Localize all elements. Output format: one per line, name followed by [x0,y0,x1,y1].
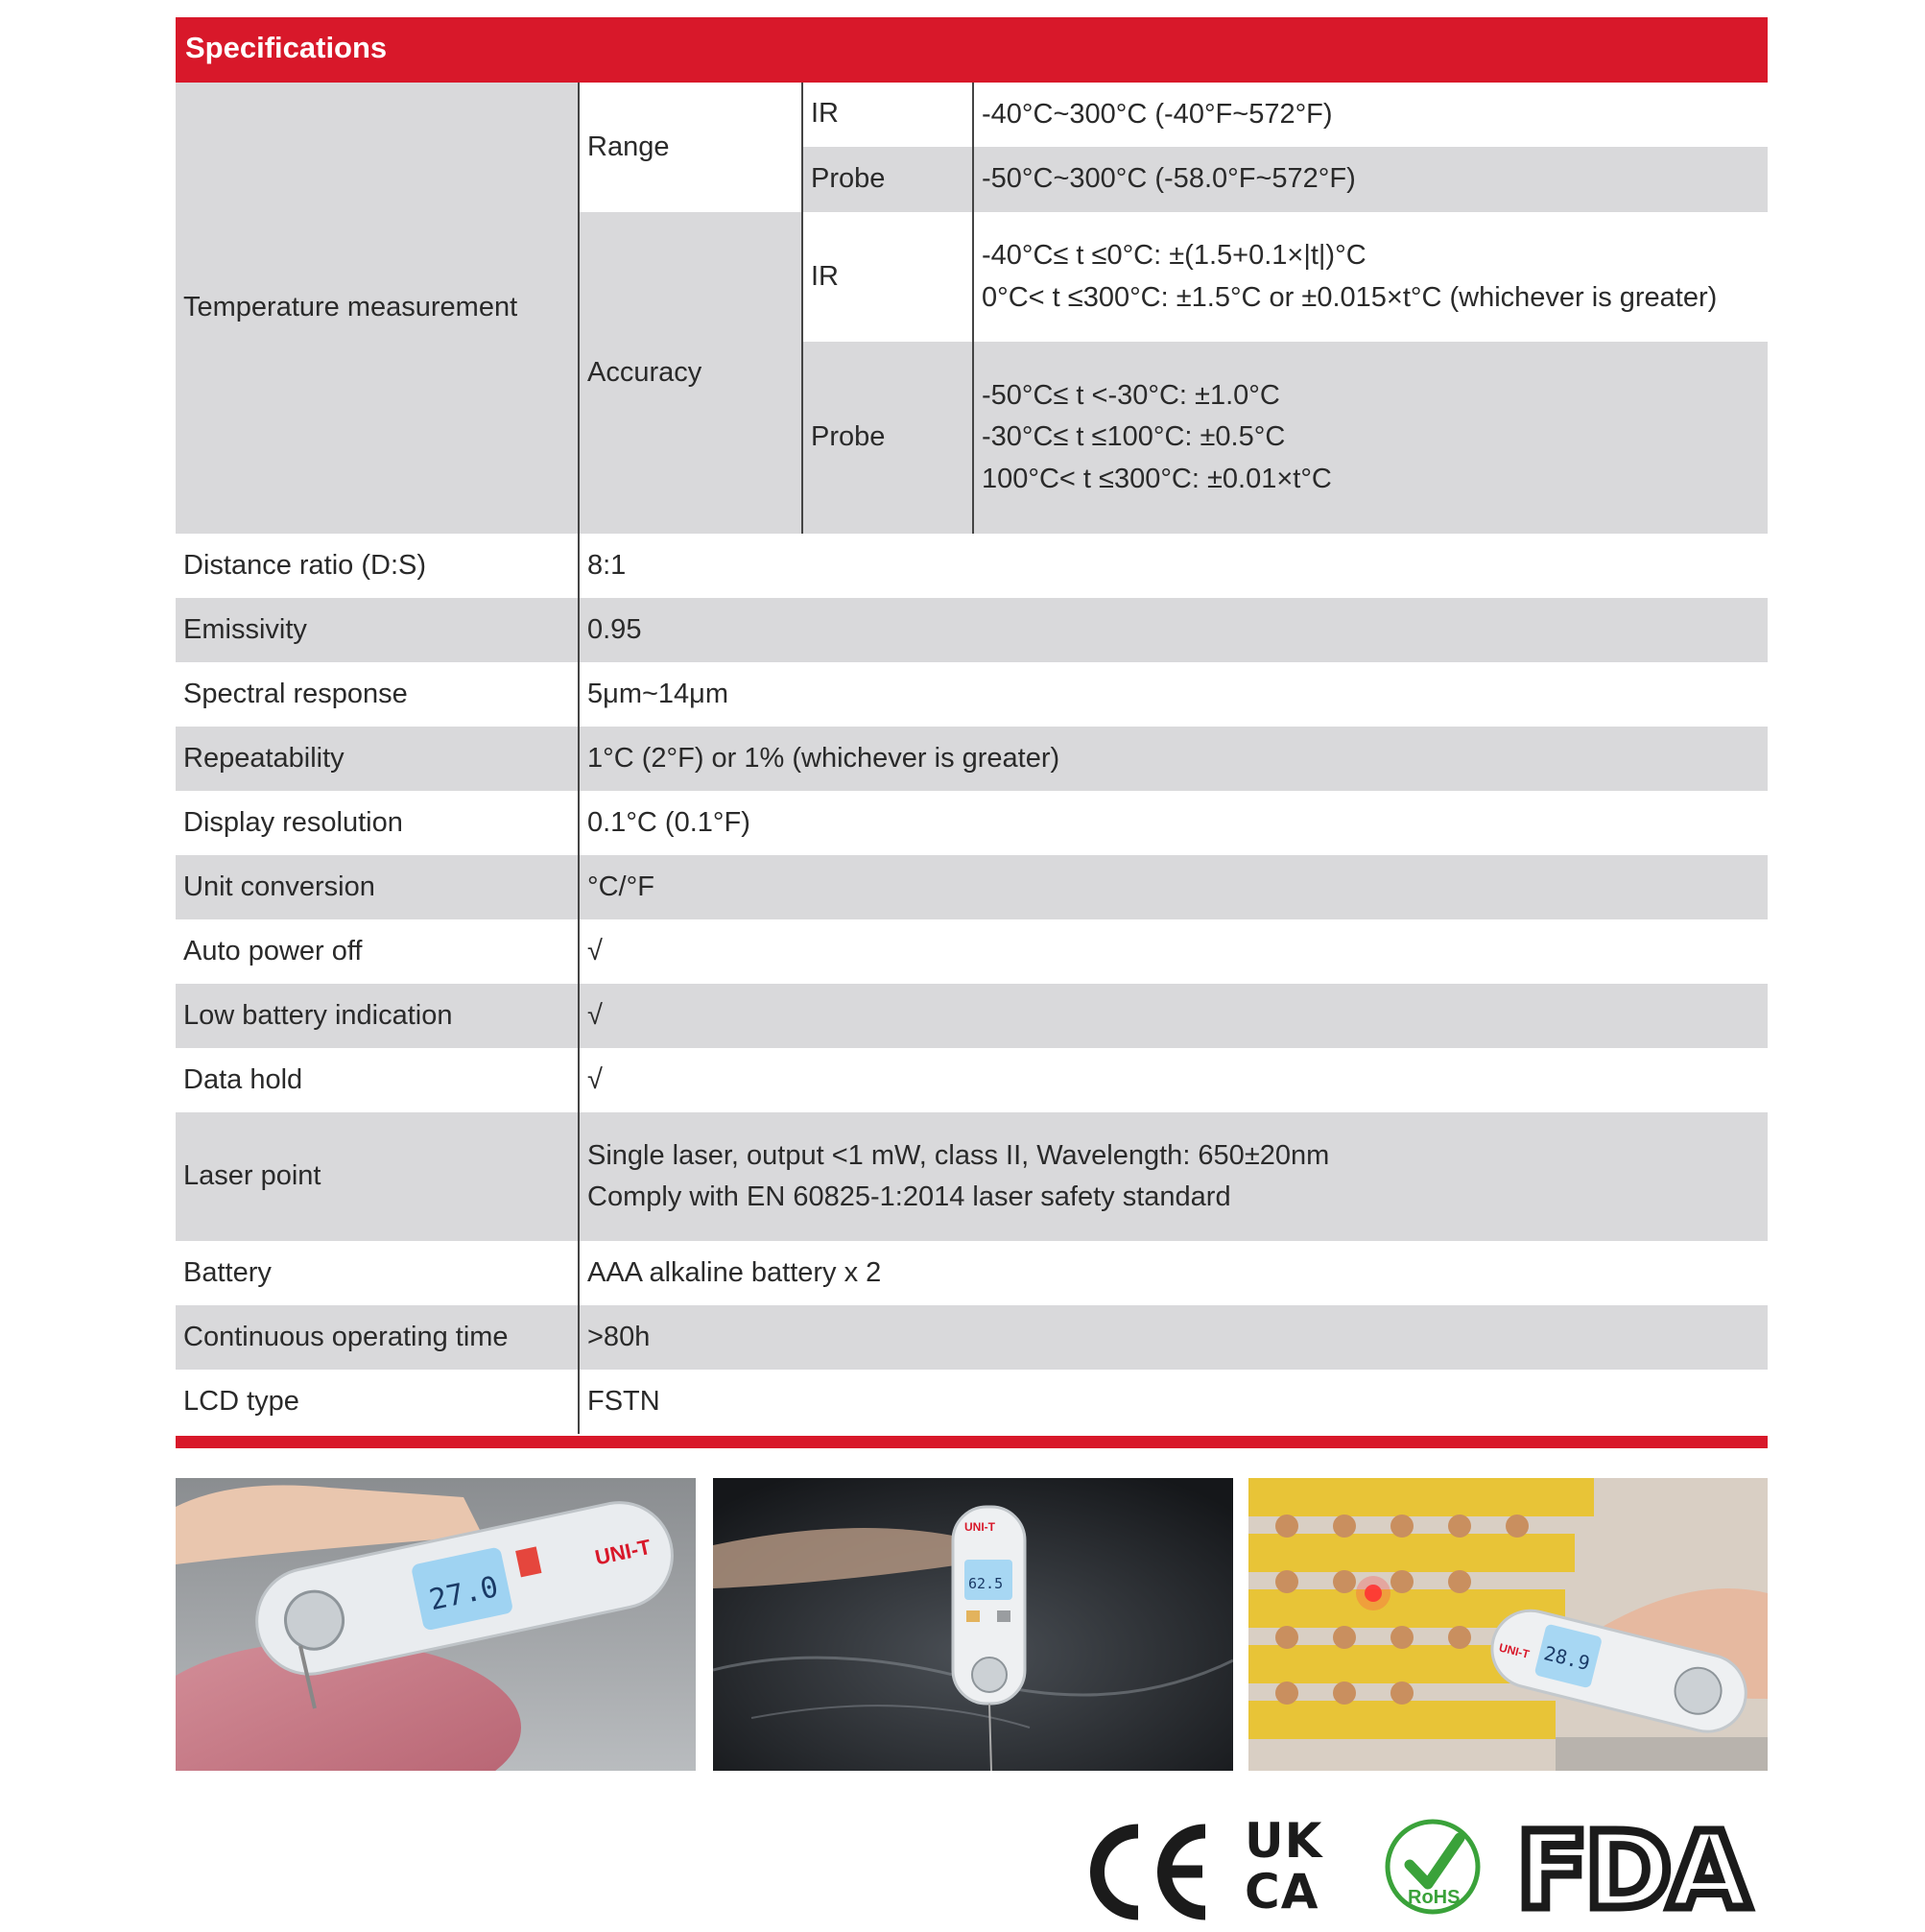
row-label: Repeatability [183,742,345,774]
laser-label-cell [176,1112,578,1241]
specifications-header [176,17,1768,83]
table-row-label [176,791,578,855]
accuracy-ir-label-cell [803,212,972,342]
range-probe-value-cell [974,147,1768,212]
column-divider [972,83,974,534]
accuracy-probe-line: -30°C≤ t ≤100°C: ±0.5°C [982,421,1286,453]
accuracy-probe-line: 100°C< t ≤300°C: ±0.01×t°C [982,463,1332,494]
range-probe-value: -50°C~300°C (-58.0°F~572°F) [982,163,1356,195]
row-value: 8:1 [587,549,627,581]
table-row-value [580,1370,1768,1434]
table-row-value [580,919,1768,984]
table-row-label [176,984,578,1048]
row-value: √ [587,999,603,1031]
fda-text: FDA [1516,1809,1747,1932]
accuracy-probe-label-cell [803,342,972,534]
accuracy-ir-line: -40°C≤ t ≤0°C: ±(1.5+0.1×|t|)°C [982,240,1367,271]
fda-mark-icon [1516,1809,1768,1932]
row-label: Distance ratio (D:S) [183,549,427,581]
rohs-mark-icon [1383,1817,1484,1918]
range-ir-label-cell [803,83,972,147]
temperature-label-cell [176,83,578,534]
accuracy-label: Accuracy [587,356,702,388]
table-row-value [580,662,1768,727]
row-value: °C/°F [587,871,654,902]
row-label: Unit conversion [183,871,375,902]
range-probe-label-cell [803,147,972,212]
accuracy-ir-value-cell [974,212,1768,342]
temperature-label: Temperature measurement [183,292,518,323]
table-row-label [176,919,578,984]
accuracy-label-cell [580,212,801,534]
row-label: LCD type [183,1385,299,1417]
accuracy-probe-line: -50°C≤ t <-30°C: ±1.0°C [982,379,1280,411]
row-value: FSTN [587,1385,660,1417]
table-row-label [176,1370,578,1434]
range-ir-value-cell [974,83,1768,147]
header-title: Specifications [185,31,388,64]
photo-probe-water [713,1478,1233,1771]
laser-label: Laser point [183,1160,321,1192]
brand-label: UNI-T [1497,1640,1532,1661]
brand-label: UNI-T [964,1520,995,1534]
table-row-value [580,1305,1768,1370]
row-label: Low battery indication [183,999,453,1031]
accuracy-probe-value-cell [974,342,1768,534]
table-row-label [176,1048,578,1112]
row-label: Data hold [183,1063,303,1095]
table-row-label [176,855,578,919]
laser-line: Comply with EN 60825-1:2014 laser safety standard [587,1181,1231,1212]
table-bottom-rule [176,1436,1768,1448]
table-row-value [580,1241,1768,1305]
ce-mark-icon [1082,1822,1212,1922]
table-row-label [176,727,578,791]
ukca-mark-icon [1245,1813,1350,1924]
table-row-value [580,855,1768,919]
device-display-reading: 28.9 [1541,1641,1593,1676]
row-value: 1°C (2°F) or 1% (whichever is greater) [587,742,1060,774]
accuracy-ir-label: IR [811,260,839,292]
range-label: Range [587,131,670,162]
range-label-cell [580,83,801,212]
ukca-top-text: UK [1245,1813,1323,1869]
table-row-label [176,598,578,662]
brand-label: UNI-T [592,1534,654,1570]
table-row-label [176,1241,578,1305]
row-label: Display resolution [183,806,403,838]
table-row-value [580,534,1768,598]
row-value: >80h [587,1321,651,1352]
range-ir-label: IR [811,98,839,129]
range-probe-label: Probe [811,163,886,195]
row-value: 0.1°C (0.1°F) [587,806,750,838]
accuracy-ir-line: 0°C< t ≤300°C: ±1.5°C or ±0.015×t°C (whichever is greater) [982,281,1718,313]
table-row-value [580,727,1768,791]
range-ir-value: -40°C~300°C (-40°F~572°F) [982,98,1333,130]
column-divider [801,83,803,534]
table-row-label [176,662,578,727]
table-row-value [580,791,1768,855]
column-divider [578,83,580,1434]
row-value: AAA alkaline battery x 2 [587,1256,882,1288]
laser-line: Single laser, output <1 mW, class II, Wavelength: 650±20nm [587,1139,1330,1171]
row-label: Auto power off [183,935,363,966]
row-label: Emissivity [183,613,307,645]
row-label: Continuous operating time [183,1321,509,1352]
device-display-reading: 27.0 [426,1570,502,1618]
laser-value-cell [580,1112,1768,1241]
row-label: Spectral response [183,678,408,709]
table-row-label [176,1305,578,1370]
device-display-reading: 62.5 [968,1575,1004,1592]
row-value: √ [587,935,603,966]
table-row-label [176,534,578,598]
row-value: √ [587,1063,603,1095]
row-label: Battery [183,1256,272,1288]
table-row-value [580,1048,1768,1112]
table-row-value [580,984,1768,1048]
ukca-bottom-text: CA [1245,1864,1319,1920]
photo-probe-meat [176,1478,696,1771]
accuracy-probe-label: Probe [811,421,886,453]
row-value: 5μm~14μm [587,678,729,709]
row-value: 0.95 [587,613,642,645]
rohs-text: RoHS [1408,1887,1461,1908]
table-row-value [580,598,1768,662]
spec-table [176,83,1768,1434]
photo-laser-eggs [1248,1478,1768,1771]
